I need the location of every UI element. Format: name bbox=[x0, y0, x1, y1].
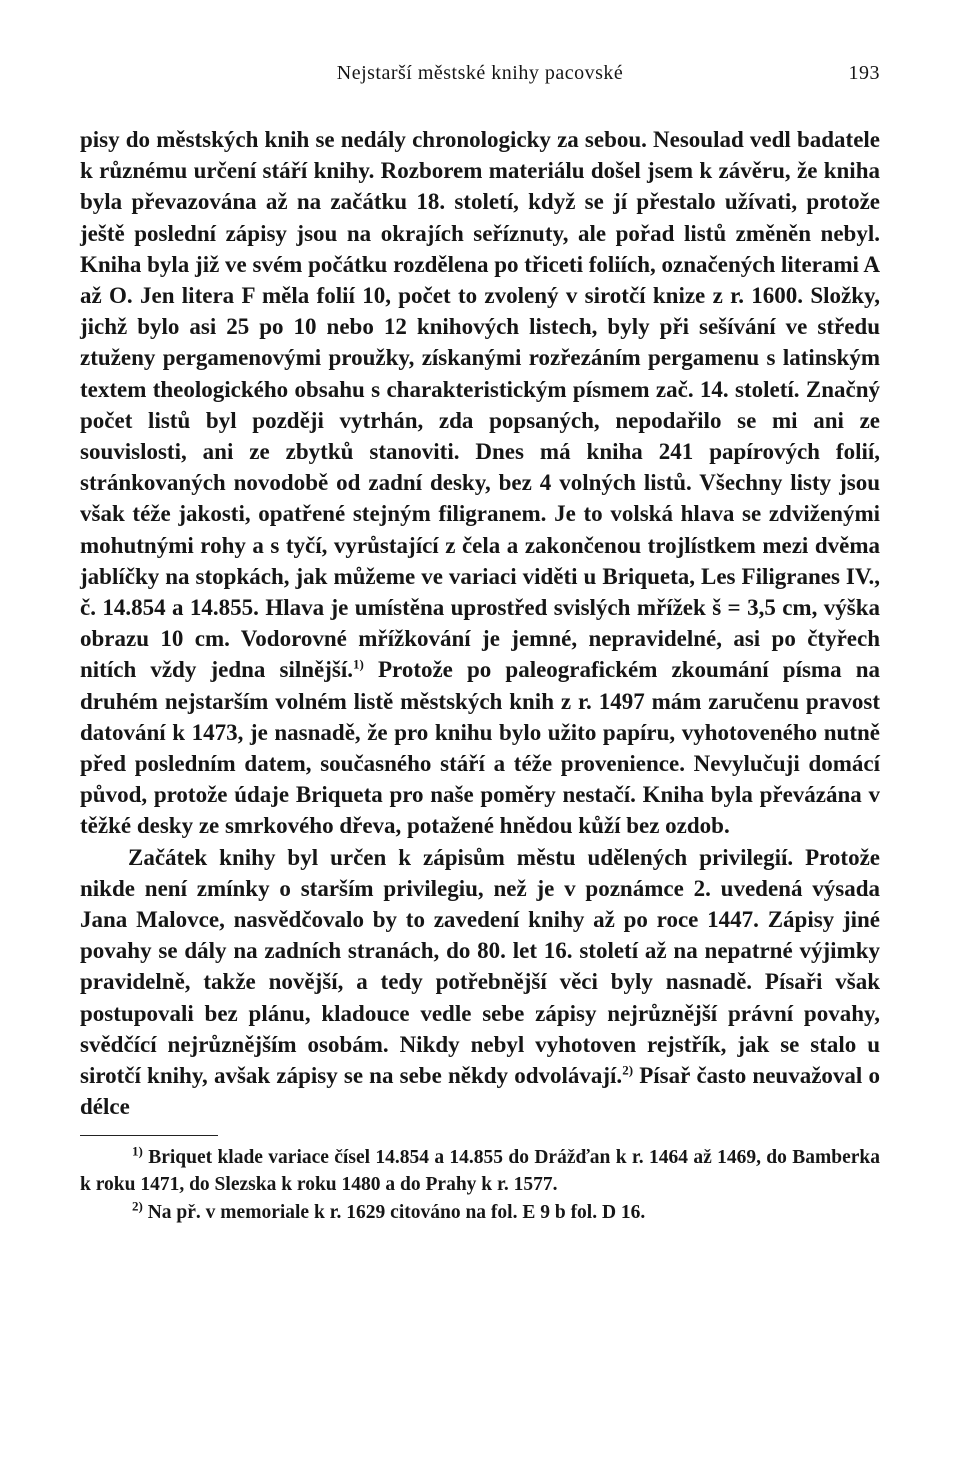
running-title: Nejstarší městské knihy pacovské bbox=[336, 62, 624, 84]
paragraph-2-text-a: Začátek knihy byl určen k zápisům městu udělených privilegií. Protože nikde není zmínky o starším privilegiu, než je v poznámce 2. uvedená výsada Jana Malovce, nasvědčovalo by to zavedení knihy až po roce 1447. Zápisy jiné povahy se dály na zadních stranách, do 80. let 16. století až na nepatrné výjimky pravidelně, takže novější, a tedy potřebnější věci byly nasnadě. Písaři však postupovali bez plánu, kladouce vedle sebe zápisy nejrůznější právní povahy, svědčící nejrůznějším osobám. Nikdy nebyl vyhotoven rejstřík, jak se stalo u sirotčí knihy, avšak zápisy se na sebe někdy odvolávají. bbox=[80, 844, 880, 1089]
footnote-ref-1: 1) bbox=[353, 656, 364, 672]
footnote-1-marker: 1) bbox=[132, 1143, 143, 1158]
paragraph-1 bbox=[80, 124, 880, 842]
footnote-ref-2: 2) bbox=[622, 1062, 634, 1078]
footnote-1 bbox=[80, 1144, 880, 1199]
paragraph-1-text-a: pisy do městských knih se nedály chronologicky za sebou. Nesoulad vedl badatele k různému určení stáří knihy. Rozborem materiálu došel jsem k závěru, že kniha byla převazována až na začátku 18. století, když se jí přestalo užívati, protože ještě poslední zápisy jsou na okrajích seříznuty, ale pořad listů změněn nebyl. Kniha byla již ve svém počátku rozdělena po třiceti foliích, označených literami A až O. Jen litera F měla folií 10, počet to zvolený v sirotčí knize z r. 1600. Složky, jichž bylo asi 25 po 10 nebo 12 knihových listech, byly při sešívání ve středu ztuženy pergamenovými proužky, získanými rozřezáním pergamenu s latinským textem theologického obsahu s charakteristickým písmem zač. 14. století. Značný počet listů byl později vytrhán, zda popsaných, nepodařilo se mi ani ze souvislosti, ani ze zbytků stanoviti. Dnes má kniha 241 papírových folií, stránkovaných novodobě od zadní desky, bez 4 volných listů. Všechny listy jsou však téže jakosti, opatřené stejným filigranem. Je to volská hlava se zdviženými mohutnými rohy a s tyčí, vyrůstající z čela a zakončenou trojlístkem mezi dvěma jablíčky na stopkách, jak můžeme ve variaci viděti u Briqueta, Les Filigranes IV., č. 14.854 a 14.855. Hlava je umístěna uprostřed svislých mřížek š = 3,5 cm, výška obrazu 10 cm. Vodorovné mřížkování je jemné, nepravidelné, asi po čtyřech nitích vždy jedna silnější. bbox=[80, 127, 881, 683]
paragraph-2 bbox=[80, 842, 880, 1123]
book-page bbox=[80, 58, 880, 1226]
running-header bbox=[80, 58, 880, 94]
footnote-2-marker: 2) bbox=[132, 1198, 143, 1213]
page-number: 193 bbox=[848, 62, 880, 84]
footnotes bbox=[80, 1144, 880, 1227]
paragraph-1-text-b: Protože po paleografickém zkoumání písma na druhém nejstarším volném listě městských knih z r. 1497 mám zaručenu pravost datování k 1473, je nasnadě, že pro knihu bylo užito papíru, vyhotoveného nutně před posledním datem, současného stáří a téže provenience. Nevylučuji domácí původ, protože údaje Briqueta pro naše poměry nestačí. Kniha byla převázána v těžké desky ze smrkového dřeva, potažené hnědou kůží bez ozdob. bbox=[80, 657, 880, 839]
main-text bbox=[80, 124, 880, 1123]
footnote-divider bbox=[80, 1135, 218, 1136]
footnote-2-text: Na př. v memoriale k r. 1629 citováno na fol. E 9 b fol. D 16. bbox=[142, 1201, 646, 1223]
footnote-2 bbox=[80, 1199, 880, 1227]
footnote-1-text: Briquet klade variace čísel 14.854 a 14.855 do Drážďan k r. 1464 až 1469, do Bamberka k roku 1471, do Slezska k roku 1480 a do Prahy k r. 1577. bbox=[80, 1146, 880, 1195]
paragraph-2-text-b: Písař často neuvažoval o délce bbox=[80, 1063, 880, 1120]
